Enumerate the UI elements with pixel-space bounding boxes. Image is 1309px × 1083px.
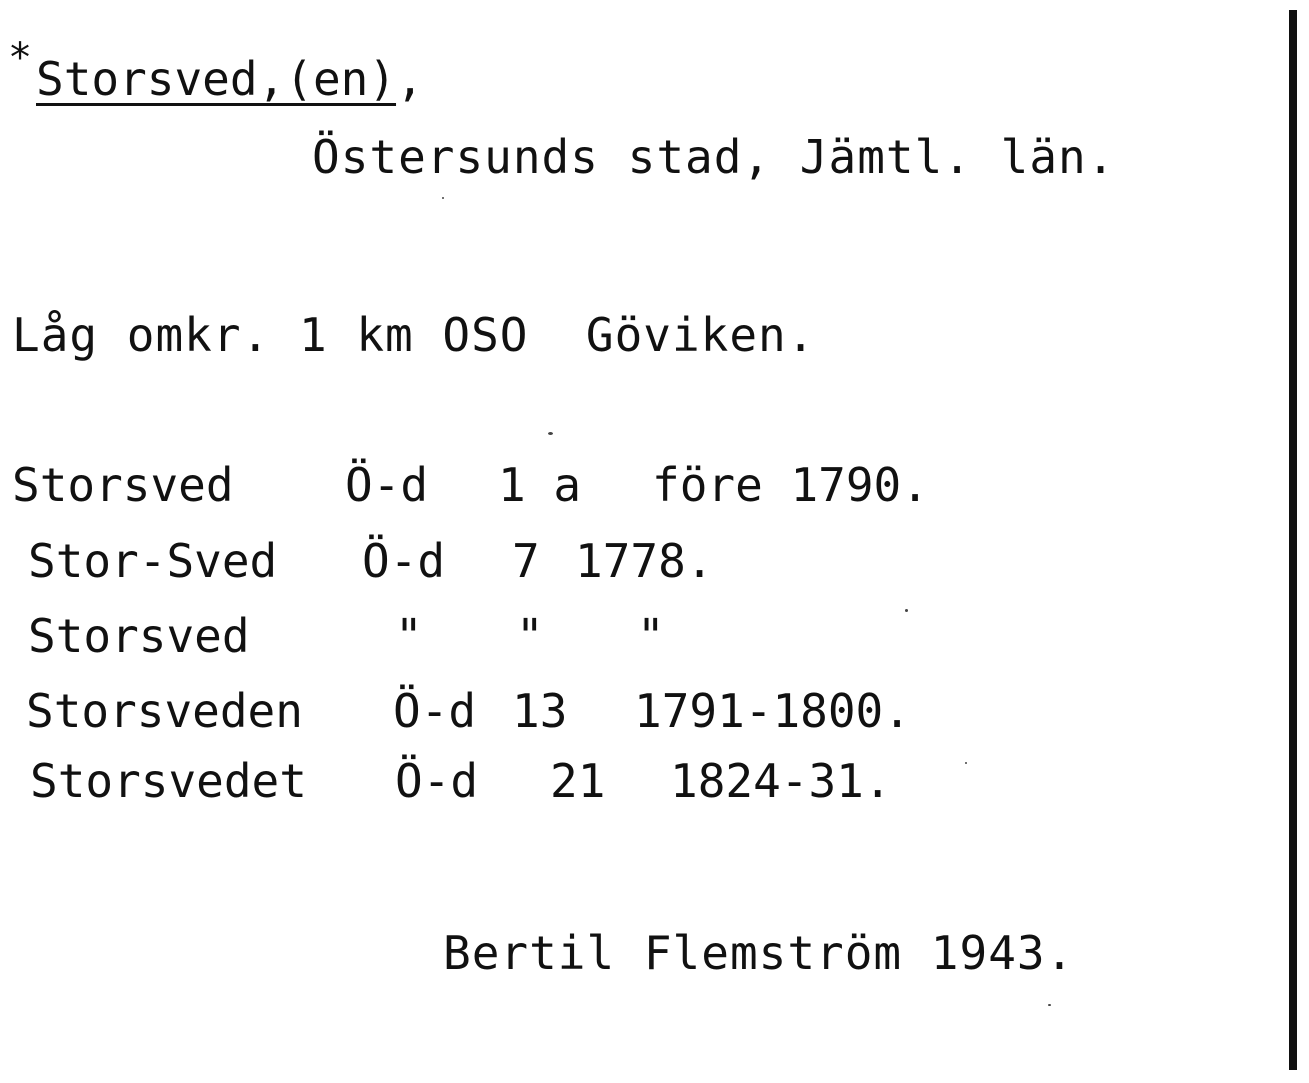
record-number: 1 a — [498, 458, 582, 512]
scan-speck — [965, 762, 967, 764]
signature-line: Bertil Flemström 1943. — [443, 926, 1075, 980]
record-year: 1778. — [575, 534, 714, 588]
asterisk-mark: * — [8, 35, 33, 81]
record-year: 1791-1800. — [634, 684, 911, 738]
record-source: Ö-d — [395, 754, 479, 808]
scan-speck — [1048, 1004, 1051, 1006]
headword-suffix: , — [396, 52, 424, 106]
record-name: Storsved — [28, 609, 250, 663]
record-name: Storsved — [12, 458, 234, 512]
scan-speck — [905, 609, 908, 612]
record-name: Storsveden — [26, 684, 303, 738]
record-year: 1824-31. — [670, 754, 892, 808]
record-name: Storsvedet — [30, 754, 307, 808]
record-number: " — [516, 609, 544, 663]
record-number: 7 — [512, 534, 540, 588]
record-source: Ö-d — [345, 458, 429, 512]
scan-speck — [548, 432, 553, 435]
scan-speck — [442, 197, 444, 199]
record-year: " — [637, 609, 665, 663]
record-year: före 1790. — [652, 458, 929, 512]
record-name: Stor-Sved — [28, 534, 278, 588]
record-source: Ö-d — [362, 534, 446, 588]
record-source: Ö-d — [393, 684, 477, 738]
record-number: 21 — [550, 754, 606, 808]
headword: Storsved,(en) — [36, 52, 397, 106]
card-edge-border — [1289, 10, 1297, 1070]
description-line: Låg omkr. 1 km OSO Göviken. — [12, 308, 816, 362]
location-line: Östersunds stad, Jämtl. län. — [312, 130, 1116, 184]
headword-line — [36, 52, 424, 106]
record-source: " — [395, 609, 423, 663]
record-number: 13 — [512, 684, 568, 738]
